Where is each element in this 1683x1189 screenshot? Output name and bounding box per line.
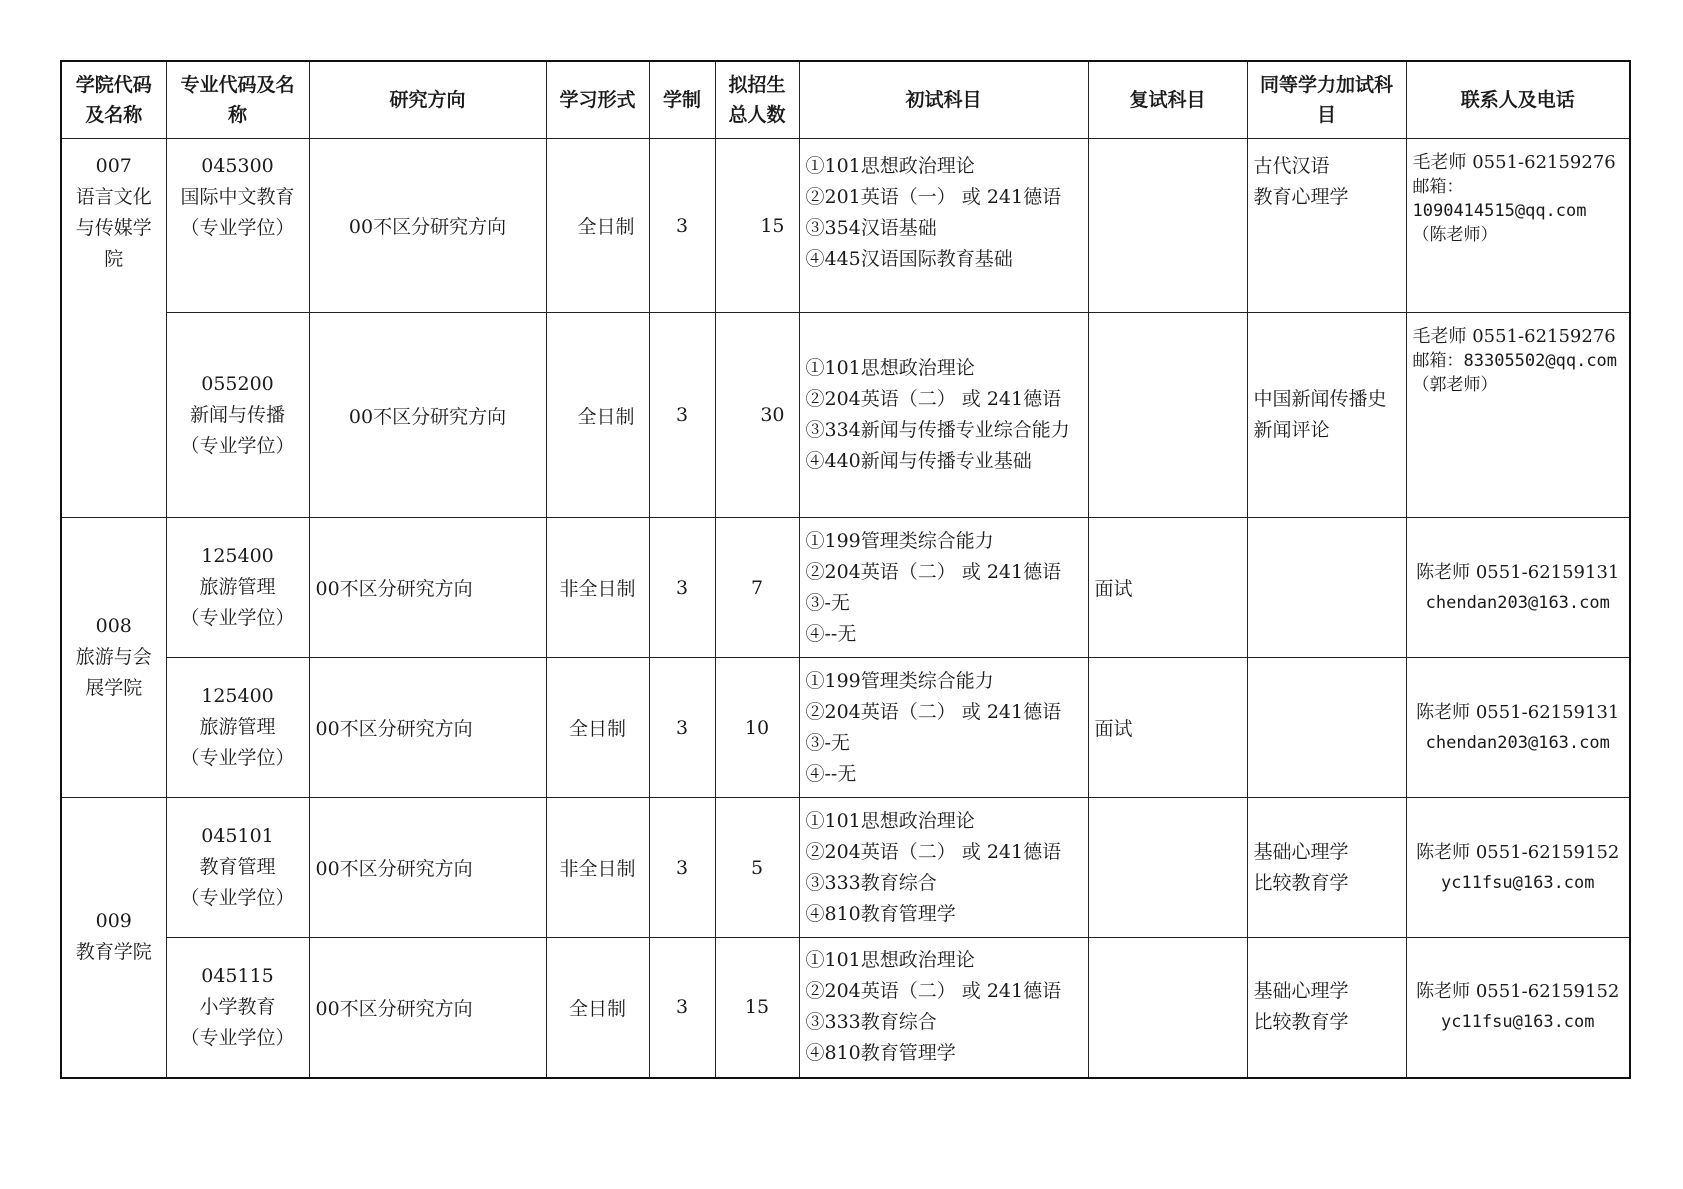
- mode-cell: [546, 658, 649, 798]
- header-exams: 初试科目: [799, 61, 1088, 139]
- extra-subject: 古代汉语: [1253, 155, 1330, 177]
- major-code: 045300: [201, 155, 274, 177]
- major-code: 045115: [201, 964, 274, 987]
- exams-cell: [799, 798, 1088, 938]
- quota-text: 15: [760, 214, 785, 237]
- major-name: 国际中文教育: [180, 186, 295, 208]
- major-degree: （专业学位）: [180, 434, 295, 457]
- major-degree: （专业学位）: [180, 607, 295, 629]
- direction-text: 00不区分研究方向: [315, 718, 473, 740]
- direction-text: 00不区分研究方向: [315, 997, 473, 1020]
- exam-subject: ③354汉语基础: [805, 217, 937, 239]
- extra-subject: 基础心理学: [1253, 980, 1349, 1003]
- contact-person: 陈老师 0551-62159131: [1416, 701, 1620, 723]
- exam-subject: ①199管理类综合能力: [805, 669, 994, 692]
- years-text: 3: [675, 576, 689, 599]
- extra-subject: 教育心理学: [1253, 186, 1349, 208]
- mode-text: 全日制: [568, 718, 626, 740]
- major-cell: [166, 938, 309, 1078]
- major-degree: （专业学位）: [180, 887, 295, 909]
- college-cell: [61, 798, 166, 1078]
- admissions-table: [60, 60, 1631, 1079]
- table-row: [61, 938, 1630, 1078]
- direction-cell: [309, 938, 546, 1078]
- retest-cell: [1088, 798, 1247, 938]
- header-major: 专业代码及名称: [166, 61, 309, 139]
- exams-cell: [799, 313, 1088, 518]
- retest-cell: [1088, 139, 1247, 313]
- exam-subject: ③334新闻与传播专业综合能力: [805, 419, 1070, 441]
- exam-subject: ④440新闻与传播专业基础: [805, 450, 1032, 472]
- exam-subject: ②204英语（二） 或 241德语: [805, 980, 1062, 1003]
- exam-subject: ②204英语（二） 或 241德语: [805, 700, 1062, 723]
- exam-subject: ①199管理类综合能力: [805, 529, 994, 552]
- exams-cell: [799, 658, 1088, 798]
- quota-cell: [715, 938, 799, 1078]
- contact-cell: [1406, 518, 1630, 658]
- mode-text: 全日制: [577, 216, 635, 238]
- years-text: 3: [675, 716, 689, 739]
- years-text: 3: [675, 996, 689, 1019]
- years-text: 3: [675, 214, 689, 237]
- exam-subject: ①101思想政治理论: [805, 949, 975, 972]
- header-row: [61, 61, 1630, 139]
- quota-cell: [715, 518, 799, 658]
- exam-subject: ④--无: [805, 762, 857, 785]
- major-cell: [166, 658, 309, 798]
- header-retest: 复试科目: [1088, 61, 1247, 139]
- mode-text: 非全日制: [559, 578, 636, 600]
- exam-subject: ④810教育管理学: [805, 1042, 956, 1065]
- quota-text: 7: [750, 576, 764, 599]
- contact-detail: 邮箱：: [1412, 177, 1464, 197]
- direction-cell: [309, 518, 546, 658]
- contact-cell: [1406, 938, 1630, 1078]
- college-code: 007: [95, 155, 132, 177]
- mode-text: 全日制: [568, 997, 626, 1020]
- exam-subject: ③-无: [805, 591, 850, 614]
- retest-text: 面试: [1094, 578, 1133, 600]
- extra-subject: 新闻评论: [1253, 419, 1330, 441]
- direction-cell: [309, 313, 546, 518]
- college-name: 语言文化与传媒学院: [75, 186, 152, 270]
- exam-subject: ④445汉语国际教育基础: [805, 248, 1013, 270]
- header-direction: 研究方向: [309, 61, 546, 139]
- extra-cell: [1247, 938, 1406, 1078]
- retest-cell: [1088, 658, 1247, 798]
- direction-cell: [309, 139, 546, 313]
- major-code: 125400: [201, 685, 274, 707]
- exams-cell: [799, 518, 1088, 658]
- contact-person: 陈老师 0551-62159131: [1416, 561, 1620, 583]
- college-code: 008: [95, 615, 132, 637]
- table-row: [61, 139, 1630, 313]
- major-name: 新闻与传播: [189, 403, 285, 426]
- header-quota: 拟招生总人数: [715, 61, 799, 139]
- extra-cell: [1247, 139, 1406, 313]
- table-row: [61, 798, 1630, 938]
- extra-subject: 基础心理学: [1253, 840, 1349, 863]
- contact-cell: [1406, 658, 1630, 798]
- years-text: 3: [675, 404, 689, 426]
- major-code: 125400: [201, 545, 274, 567]
- mode-cell: [546, 798, 649, 938]
- contact-detail: chendan203@163.com: [1425, 732, 1610, 753]
- contact-detail: （郭老师）: [1412, 375, 1498, 395]
- college-name: 旅游与会展学院: [75, 646, 152, 699]
- extra-subject: 比较教育学: [1253, 1011, 1349, 1034]
- table-row: [61, 658, 1630, 798]
- exam-subject: ③-无: [805, 731, 850, 754]
- major-degree: （专业学位）: [180, 217, 295, 239]
- contact-cell: [1406, 798, 1630, 938]
- contact-detail: yc11fsu@163.com: [1440, 872, 1595, 893]
- exam-subject: ③333教育综合: [805, 871, 937, 894]
- exams-cell: [799, 938, 1088, 1078]
- exam-subject: ①101思想政治理论: [805, 357, 975, 379]
- contact-person: 毛老师 0551-62159276: [1412, 152, 1616, 173]
- contact-person: 陈老师 0551-62159152: [1416, 981, 1620, 1003]
- quota-text: 10: [744, 716, 770, 739]
- college-name: 教育学院: [75, 941, 152, 964]
- contact-detail: 1090414515@qq.com: [1412, 201, 1587, 221]
- major-degree: （专业学位）: [180, 747, 295, 769]
- years-cell: [649, 313, 715, 518]
- quota-text: 15: [744, 996, 770, 1019]
- major-cell: [166, 313, 309, 518]
- major-cell: [166, 139, 309, 313]
- exams-cell: [799, 139, 1088, 313]
- header-extra: 同等学力加试科目: [1247, 61, 1406, 139]
- exam-subject: ②204英语（二） 或 241德语: [805, 840, 1062, 863]
- quota-cell: [715, 313, 799, 518]
- retest-cell: [1088, 313, 1247, 518]
- college-cell: [61, 139, 166, 518]
- exam-subject: ③333教育综合: [805, 1011, 937, 1034]
- contact-detail: 邮箱：83305502@qq.com: [1412, 351, 1618, 371]
- header-mode: 学习形式: [546, 61, 649, 139]
- contact-cell: [1406, 313, 1630, 518]
- major-code: 055200: [201, 372, 274, 395]
- direction-text: 00不区分研究方向: [315, 858, 473, 880]
- exam-subject: ①101思想政治理论: [805, 155, 975, 177]
- college-cell: [61, 518, 166, 798]
- major-name: 教育管理: [199, 856, 276, 878]
- table-row: [61, 313, 1630, 518]
- direction-cell: [309, 798, 546, 938]
- direction-cell: [309, 658, 546, 798]
- retest-cell: [1088, 938, 1247, 1078]
- mode-cell: [546, 139, 649, 313]
- quota-cell: [715, 139, 799, 313]
- quota-text: 30: [760, 404, 785, 426]
- table-row: [61, 518, 1630, 658]
- extra-cell: [1247, 313, 1406, 518]
- contact-detail: （陈老师）: [1412, 225, 1498, 245]
- quota-cell: [715, 658, 799, 798]
- mode-text: 非全日制: [559, 858, 636, 880]
- contact-person: 陈老师 0551-62159152: [1416, 841, 1620, 863]
- extra-cell: [1247, 798, 1406, 938]
- major-cell: [166, 518, 309, 658]
- major-name: 旅游管理: [199, 576, 276, 598]
- extra-cell: [1247, 658, 1406, 798]
- mode-cell: [546, 518, 649, 658]
- major-name: 旅游管理: [199, 716, 276, 738]
- major-name: 小学教育: [199, 995, 276, 1018]
- contact-detail: yc11fsu@163.com: [1440, 1012, 1595, 1033]
- years-cell: [649, 938, 715, 1078]
- extra-subject: 中国新闻传播史: [1253, 388, 1387, 410]
- exam-subject: ④--无: [805, 622, 857, 645]
- quota-text: 5: [750, 856, 764, 879]
- college-code: 009: [95, 910, 132, 933]
- contact-cell: [1406, 139, 1630, 313]
- header-years: 学制: [649, 61, 715, 139]
- years-cell: [649, 658, 715, 798]
- exam-subject: ②204英语（二） 或 241德语: [805, 388, 1062, 410]
- header-contact: 联系人及电话: [1406, 61, 1630, 139]
- contact-person: 毛老师 0551-62159276: [1412, 326, 1616, 347]
- header-college: 学院代码及名称: [61, 61, 166, 139]
- years-cell: [649, 139, 715, 313]
- direction-text: 00不区分研究方向: [348, 216, 507, 238]
- quota-cell: [715, 798, 799, 938]
- direction-text: 00不区分研究方向: [348, 405, 507, 428]
- mode-cell: [546, 938, 649, 1078]
- mode-text: 全日制: [577, 405, 635, 428]
- major-cell: [166, 798, 309, 938]
- major-degree: （专业学位）: [180, 1026, 295, 1049]
- retest-text: 面试: [1094, 718, 1133, 740]
- exam-subject: ②201英语（一） 或 241德语: [805, 186, 1062, 208]
- exam-subject: ②204英语（二） 或 241德语: [805, 560, 1062, 583]
- direction-text: 00不区分研究方向: [315, 578, 473, 600]
- years-cell: [649, 798, 715, 938]
- retest-cell: [1088, 518, 1247, 658]
- mode-cell: [546, 313, 649, 518]
- extra-subject: 比较教育学: [1253, 871, 1349, 894]
- years-cell: [649, 518, 715, 658]
- extra-cell: [1247, 518, 1406, 658]
- contact-detail: chendan203@163.com: [1425, 592, 1610, 613]
- exam-subject: ④810教育管理学: [805, 902, 956, 925]
- major-code: 045101: [201, 825, 274, 847]
- exam-subject: ①101思想政治理论: [805, 809, 975, 832]
- years-text: 3: [675, 856, 689, 879]
